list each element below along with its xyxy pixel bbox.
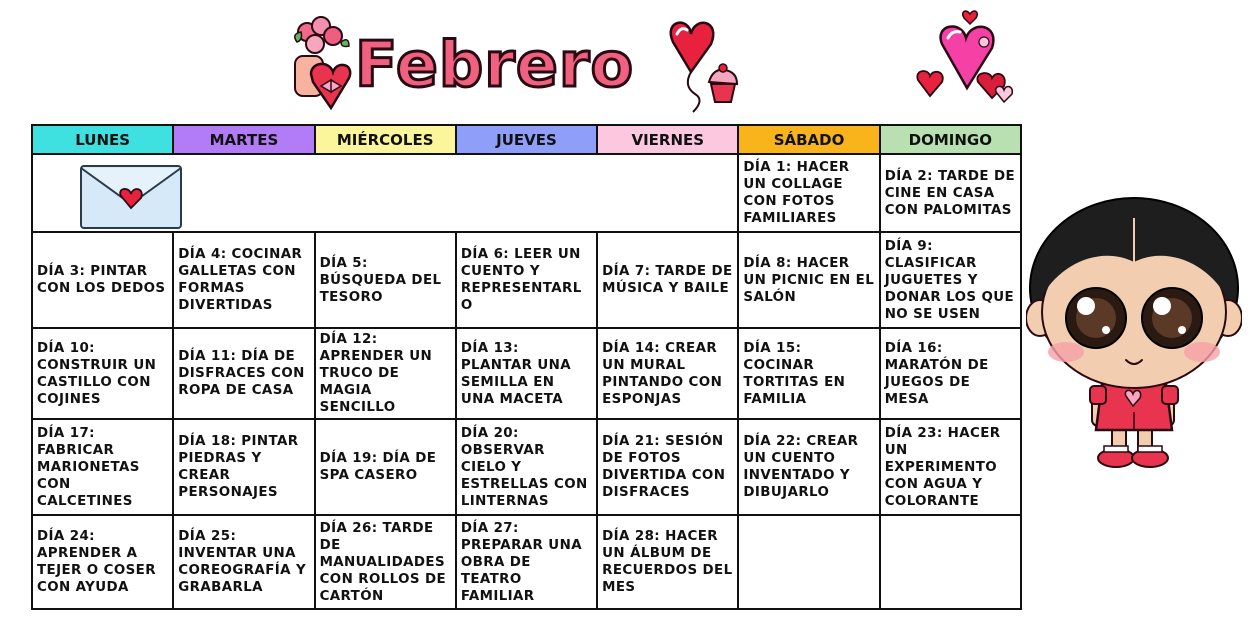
day-cell: DÍA 1: HACER UN COLLAGE CON FOTOS FAMILIARES — [738, 154, 879, 232]
weekday-header: MARTES — [173, 125, 314, 154]
weekday-header: MIÉRCOLES — [315, 125, 456, 154]
calendar-week-row — [32, 154, 1021, 232]
heart-balloon-cupcake-icon — [653, 12, 745, 118]
day-cell: DÍA 23: HACER UN EXPERIMENTO CON AGUA Y COLORANTE — [880, 419, 1021, 515]
page-title: Febrero — [355, 28, 635, 101]
day-cell: DÍA 14: CREAR UN MURAL PINTANDO CON ESPONJAS — [597, 328, 738, 419]
calendar-week-row — [32, 419, 1021, 515]
weekday-header: JUEVES — [456, 125, 597, 154]
day-cell: DÍA 11: DÍA DE DISFRACES CON ROPA DE CASA — [173, 328, 314, 419]
day-cell: DÍA 22: CREAR UN CUENTO INVENTADO Y DIBUJARLO — [738, 419, 879, 515]
title-banner — [285, 12, 745, 118]
weekday-header: VIERNES — [597, 125, 738, 154]
day-cell: DÍA 17: FABRICAR MARIONETAS CON CALCETINES — [32, 419, 173, 515]
day-cell: DÍA 8: HACER UN PICNIC EN EL SALÓN — [738, 232, 879, 328]
cartoon-girl-illustration — [1026, 192, 1242, 482]
day-cell: DÍA 6: LEER UN CUENTO Y REPRESENTARLO — [456, 232, 597, 328]
day-cell: DÍA 16: MARATÓN DE JUEGOS DE MESA — [880, 328, 1021, 419]
day-cell: DÍA 20: OBSERVAR CIELO Y ESTRELLAS CON LINTERNAS — [456, 419, 597, 515]
day-cell: DÍA 12: APRENDER UN TRUCO DE MAGIA SENCILLO — [315, 328, 456, 419]
hearts-cluster-icon — [912, 8, 1022, 108]
day-cell: DÍA 25: INVENTAR UNA COREOGRAFÍA Y GRABARLA — [173, 515, 314, 609]
calendar-week-row — [32, 515, 1021, 609]
day-cell: DÍA 10: CONSTRUIR UN CASTILLO CON COJINES — [32, 328, 173, 419]
day-cell: DÍA 27: PREPARAR UNA OBRA DE TEATRO FAMILIAR — [456, 515, 597, 609]
day-cell: DÍA 13: PLANTAR UNA SEMILLA EN UNA MACETA — [456, 328, 597, 419]
day-cell: DÍA 21: SESIÓN DE FOTOS DIVERTIDA CON DISFRACES — [597, 419, 738, 515]
day-cell: DÍA 3: PINTAR CON LOS DEDOS — [32, 232, 173, 328]
day-cell: DÍA 9: CLASIFICAR JUGUETES Y DONAR LOS QUE NO SE USEN — [880, 232, 1021, 328]
love-letter-envelope-icon — [79, 164, 183, 230]
calendar-table — [31, 124, 1022, 610]
empty-days-cell — [32, 154, 738, 232]
heart-box-flowers-icon — [285, 12, 365, 118]
calendar-week-row — [32, 328, 1021, 419]
weekday-header: LUNES — [32, 125, 173, 154]
day-cell — [880, 515, 1021, 609]
weekday-header-row — [32, 125, 1021, 154]
day-cell: DÍA 18: PINTAR PIEDRAS Y CREAR PERSONAJES — [173, 419, 314, 515]
day-cell: DÍA 26: TARDE DE MANUALIDADES CON ROLLOS DE CARTÓN — [315, 515, 456, 609]
day-cell: DÍA 5: BÚSQUEDA DEL TESORO — [315, 232, 456, 328]
day-cell: DÍA 28: HACER UN ÁLBUM DE RECUERDOS DEL MES — [597, 515, 738, 609]
day-cell: DÍA 15: COCINAR TORTITAS EN FAMILIA — [738, 328, 879, 419]
day-cell — [738, 515, 879, 609]
weekday-header: SÁBADO — [738, 125, 879, 154]
calendar-week-row — [32, 232, 1021, 328]
day-cell: DÍA 7: TARDE DE MÚSICA Y BAILE — [597, 232, 738, 328]
day-cell: DÍA 4: COCINAR GALLETAS CON FORMAS DIVERTIDAS — [173, 232, 314, 328]
day-cell: DÍA 24: APRENDER A TEJER O COSER CON AYUDA — [32, 515, 173, 609]
day-cell: DÍA 2: TARDE DE CINE EN CASA CON PALOMITAS — [880, 154, 1021, 232]
weekday-header: DOMINGO — [880, 125, 1021, 154]
day-cell: DÍA 19: DÍA DE SPA CASERO — [315, 419, 456, 515]
